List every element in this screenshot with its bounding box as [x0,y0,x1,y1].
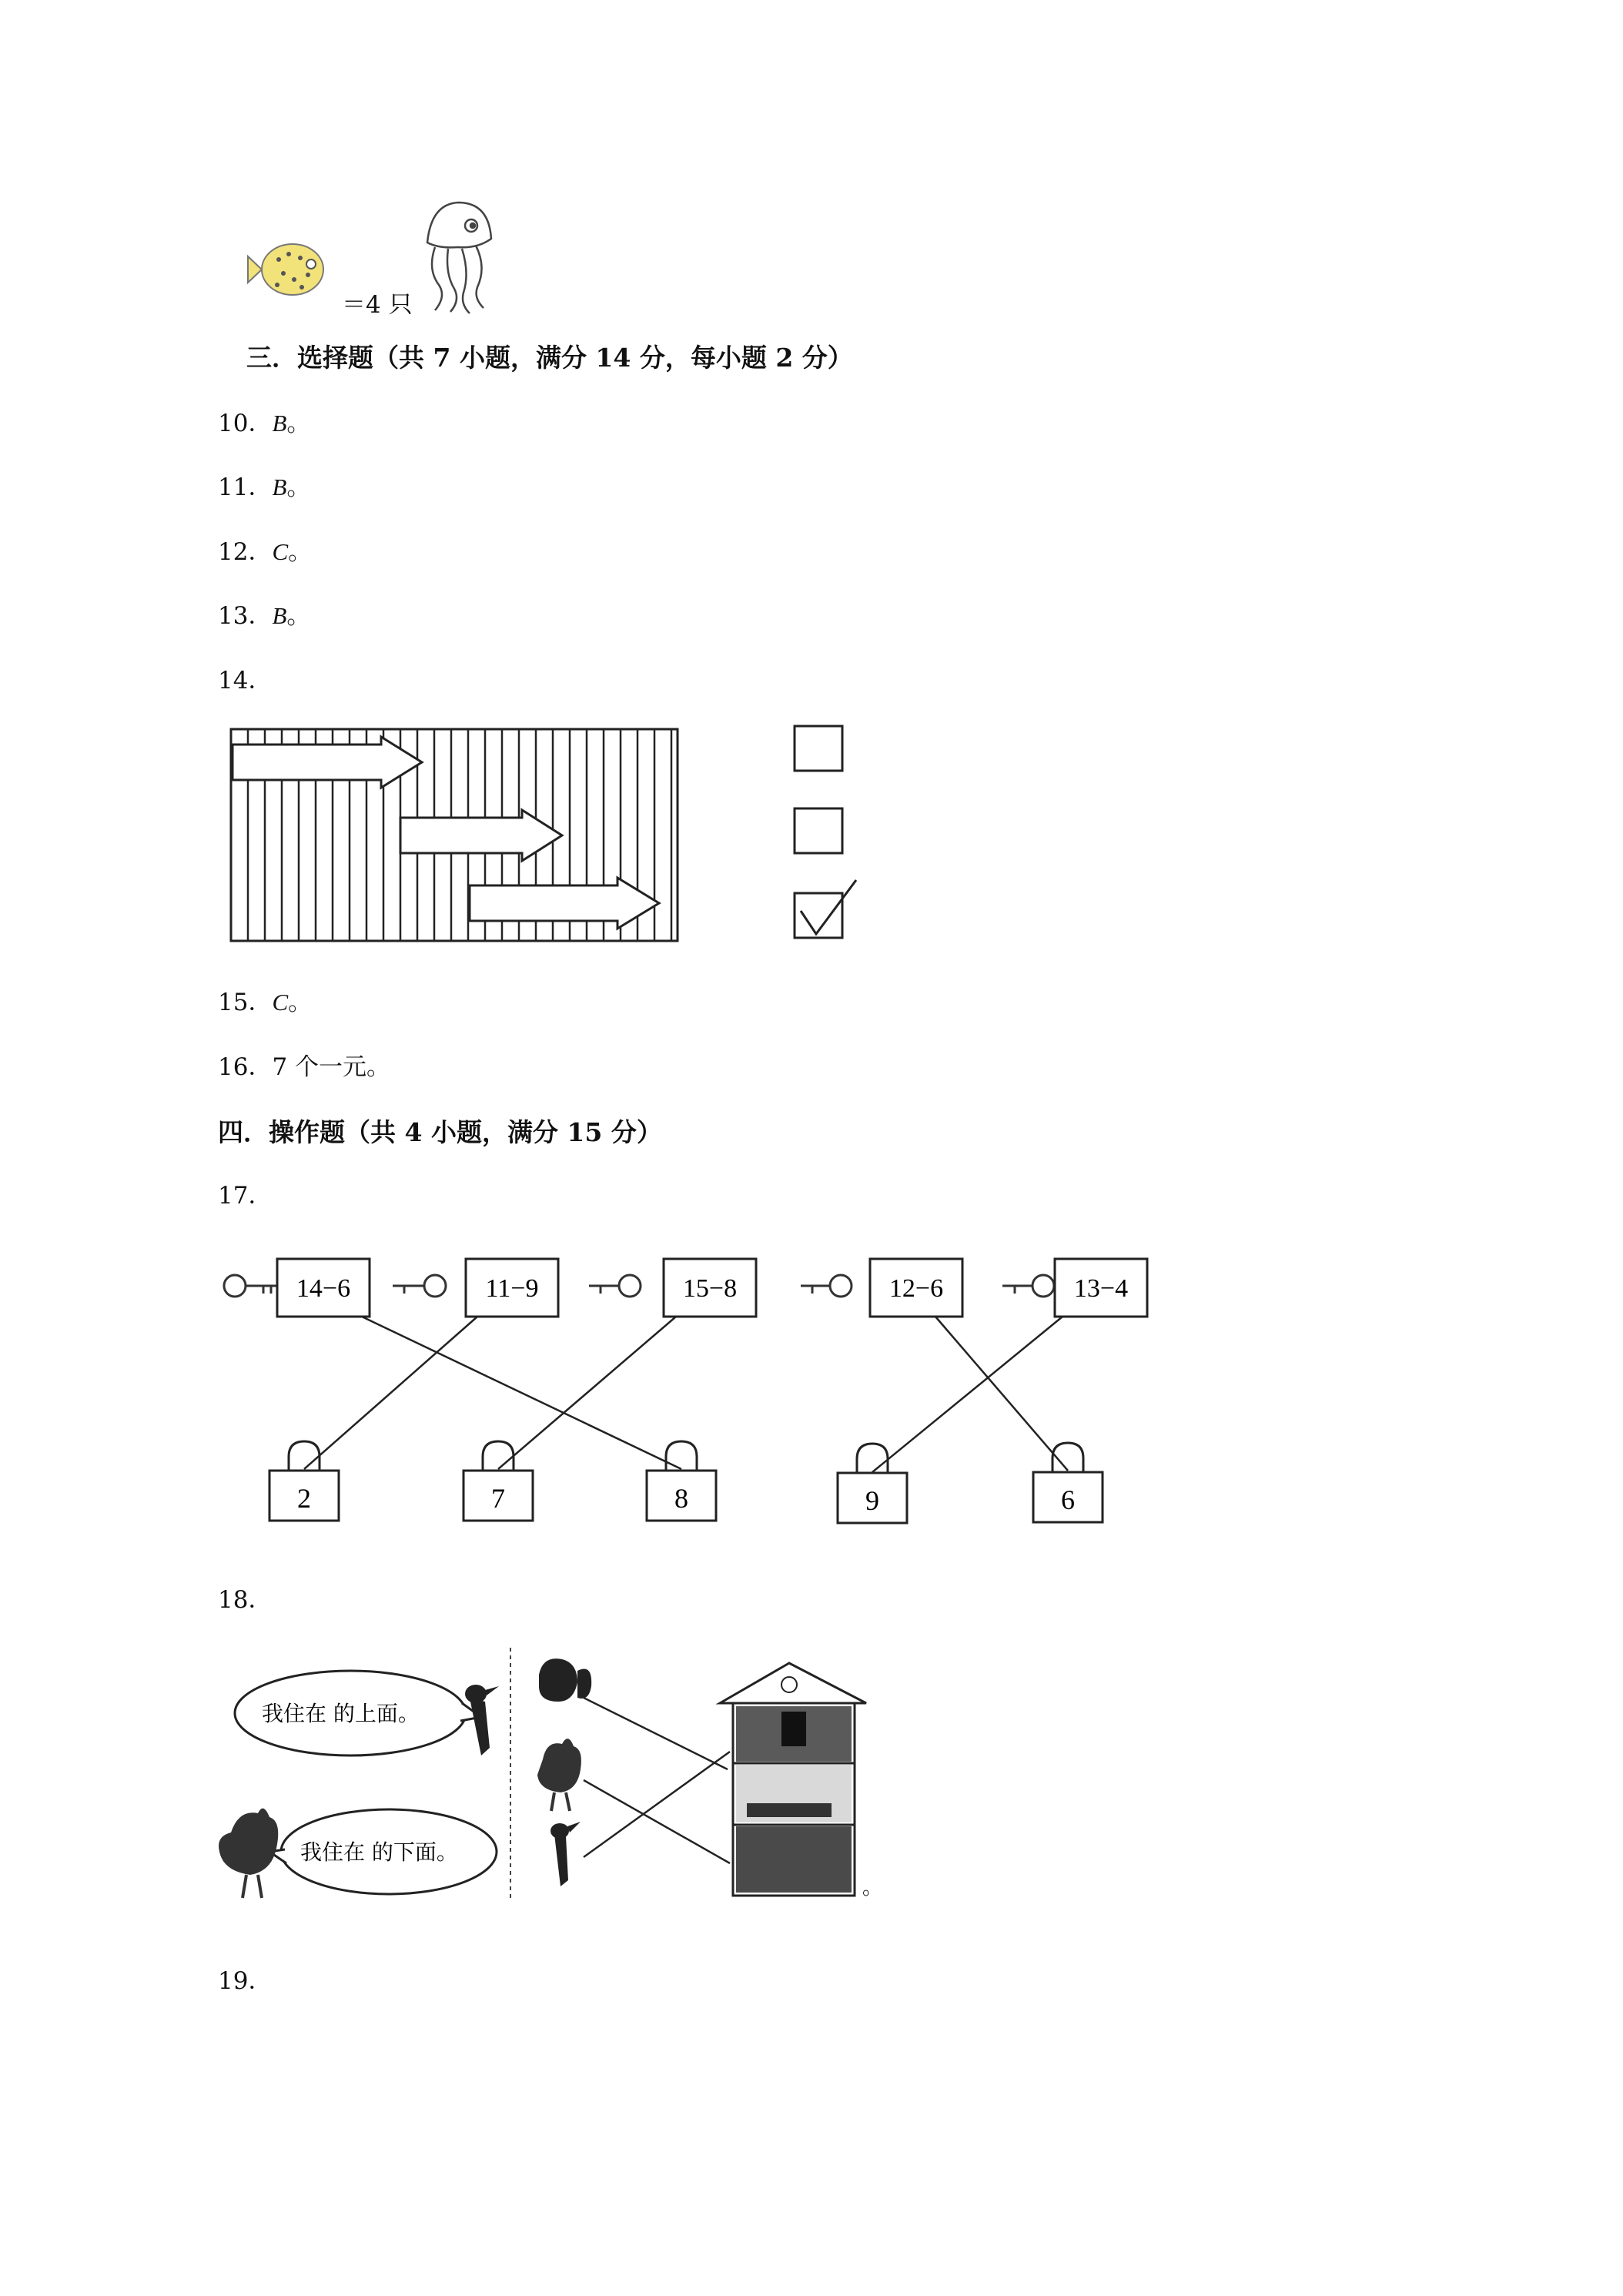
answer-12 [218,537,312,567]
answer-11 [218,472,310,503]
lock-label-5: 6 [1061,1484,1075,1515]
q18-figure [216,1632,909,1909]
answer-tail: 。 [288,538,313,566]
answer-tail: 。 [286,410,311,437]
answer-number: 10． [218,410,273,437]
house-icon [720,1663,866,1896]
answer-10 [218,408,310,439]
key-label-2: 11−9 [485,1274,539,1303]
bubble-text-bottom: 我住在 的下面。 [300,1839,458,1865]
question-17-number: 17． [218,1182,273,1210]
matching-lines [304,1317,1068,1472]
answer-tail: 。 [286,474,311,501]
question-14-number: 14． [218,667,273,694]
key-icon [224,1275,277,1297]
answer-number: 13． [218,602,273,630]
key-icon [801,1275,852,1297]
squirrel-icon [539,1658,591,1702]
question-18-number: 18． [218,1586,273,1614]
question-19-number: 19． [218,1967,273,1995]
answer-15 [218,987,312,1018]
key-label-5: 13−4 [1073,1274,1129,1303]
pufferfish-icon [248,244,323,295]
q17-figure [216,1240,1170,1548]
equals-text: ＝4 只 [342,291,413,319]
arrow-2 [400,810,562,861]
choice-box-2 [795,808,842,853]
check-mark-icon [801,880,856,934]
answer-letter: B [272,410,287,437]
answer-letter: C [272,989,289,1016]
section4-heading: 四．操作题（共 4 小题，满分 15 分） [218,1117,662,1147]
answer-13 [218,601,310,631]
key-icon [589,1275,641,1297]
jellyfish-icon [427,202,491,313]
q14-figure [223,720,878,951]
key-label-3: 15−8 [682,1274,738,1303]
lock-label-1: 2 [297,1483,311,1514]
lock-label-3: 8 [674,1483,688,1514]
key-label-4: 12−6 [888,1274,944,1303]
answer-letter: C [272,538,289,565]
q18-tail: 。 [862,1876,883,1899]
choice-box-1 [795,726,842,771]
bubble-text-top: 我住在 的上面。 [262,1701,420,1726]
arrow-1 [233,737,422,788]
answer-number: 11． [218,474,273,501]
answer-16: 16．7 个一元。 [218,1053,391,1081]
key-icon [393,1275,446,1297]
rooster-icon [219,1809,278,1898]
key-icon [1002,1275,1054,1297]
matching-lines [584,1698,730,1863]
rooster-icon [537,1739,581,1811]
answer-letter: B [272,474,287,500]
answer-tail: 。 [286,602,311,630]
answer-number: 15． [218,989,273,1016]
arrow-3 [470,878,659,929]
lock-label-4: 9 [865,1485,879,1516]
answer-tail: 。 [288,989,313,1016]
section3-heading: 三．选择题（共 7 小题，满分 14 分，每小题 2 分） [246,343,853,373]
lock-label-2: 7 [491,1483,505,1514]
answer-letter: B [272,602,287,629]
key-label-1: 14−6 [296,1274,351,1303]
bird-icon [550,1822,581,1886]
answer-number: 12． [218,538,273,566]
